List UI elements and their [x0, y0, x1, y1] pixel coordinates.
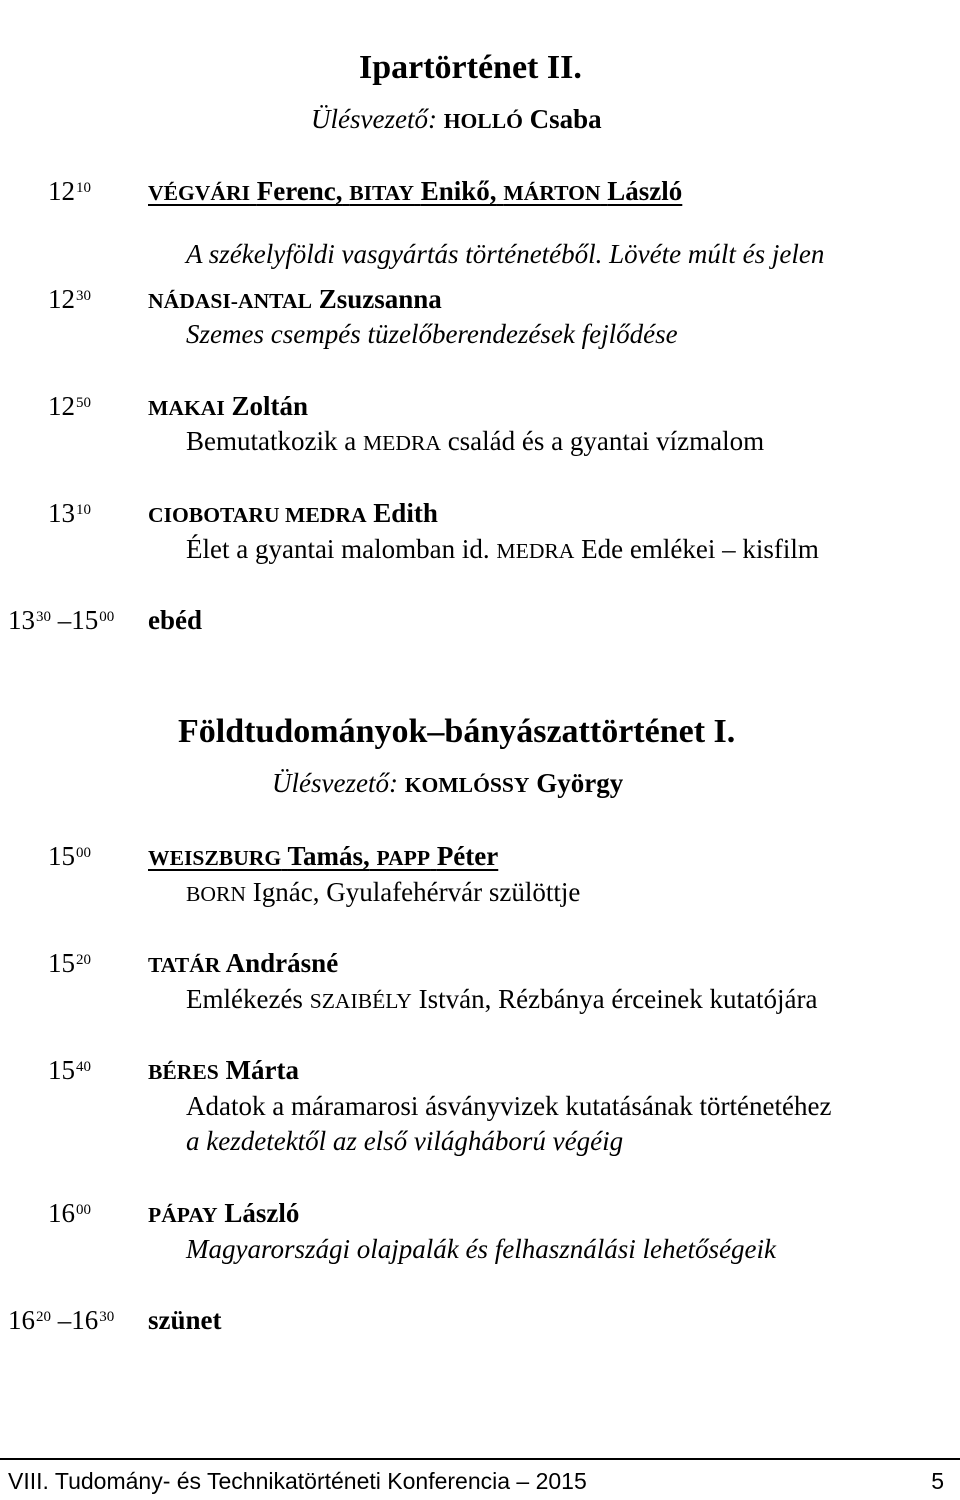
- session-title: Ipartörténet II.: [359, 49, 582, 86]
- talk-authors: CIOBOTARU MEDRA Edith: [148, 498, 438, 528]
- chair-firstname: György: [536, 768, 624, 798]
- talk-time: $16^{00}$: [48, 1198, 91, 1228]
- talk-time: $15^{40}$: [48, 1055, 91, 1085]
- page-footer: [0, 1458, 960, 1500]
- break-time: $16^{20}$ $-16^{30}$: [8, 1305, 115, 1335]
- talk-time: $13^{10}$: [48, 498, 91, 528]
- break-label: ebéd: [148, 605, 202, 635]
- session-chair: [311, 103, 602, 137]
- talk-authors: MAKAI Zoltán: [148, 391, 309, 421]
- session-chair: [272, 767, 623, 801]
- chair-label: Ülésvezető:: [272, 768, 398, 798]
- talk-authors: WEISZBURG Tamás, PAPP Péter: [148, 841, 499, 871]
- chair-surname: HOLLÓ: [443, 109, 523, 133]
- talk-title: Bemutatkozik a MEDRA család és a gyantai vízmalom: [186, 426, 765, 456]
- talk-time: $15^{20}$: [48, 948, 91, 978]
- talk-authors: BÉRES Márta: [148, 1055, 300, 1085]
- talk-title-line2: a kezdetektől az első világháború végéig: [186, 1126, 624, 1156]
- footer-conference: VIII. Tudomány- és Technikatörténeti Konferencia – 2015: [8, 1468, 587, 1494]
- talk-authors: PÁPAY László: [148, 1198, 300, 1228]
- talk-title: Élet a gyantai malomban id. MEDRA Ede emlékei – kisfilm: [186, 534, 819, 564]
- talk-title: A székelyföldi vasgyártás történetéből. Lövéte múlt és jelen: [186, 239, 825, 269]
- chair-firstname: Csaba: [529, 104, 602, 134]
- talk-time: $15^{00}$: [48, 841, 91, 871]
- talk-title: Emlékezés SZAIBÉLY István, Rézbánya érceinek kutatójára: [186, 984, 818, 1014]
- talk-time: $12^{50}$: [48, 391, 91, 421]
- talk-authors: TATÁR Andrásné: [148, 948, 339, 978]
- chair-label: Ülésvezető:: [311, 104, 437, 134]
- talk-time: $12^{10}$: [48, 176, 91, 206]
- break-label: szünet: [148, 1305, 222, 1335]
- talk-title: Magyarországi olajpalák és felhasználási lehetőségeik: [186, 1234, 776, 1264]
- page-number: 5: [931, 1468, 944, 1494]
- talk-title: Szemes csempés tüzelőberendezések fejlődése: [186, 319, 678, 349]
- break-time: $13^{30}$ $-15^{00}$: [8, 605, 115, 635]
- talk-title: BORN Ignác, Gyulafehérvár szülöttje: [186, 877, 581, 907]
- talk-title: Adatok a máramarosi ásványvizek kutatásának történetéhez: [186, 1091, 832, 1121]
- session-title: Földtudományok–bányászattörténet I.: [178, 713, 736, 750]
- talk-authors: VÉGVÁRI Ferenc, BITAY Enikő, MÁRTON László: [148, 176, 683, 206]
- talk-authors: NÁDASI-ANTAL Zsuzsanna: [148, 284, 442, 314]
- talk-time: $12^{30}$: [48, 284, 91, 314]
- chair-surname: KOMLÓSSY: [404, 773, 530, 797]
